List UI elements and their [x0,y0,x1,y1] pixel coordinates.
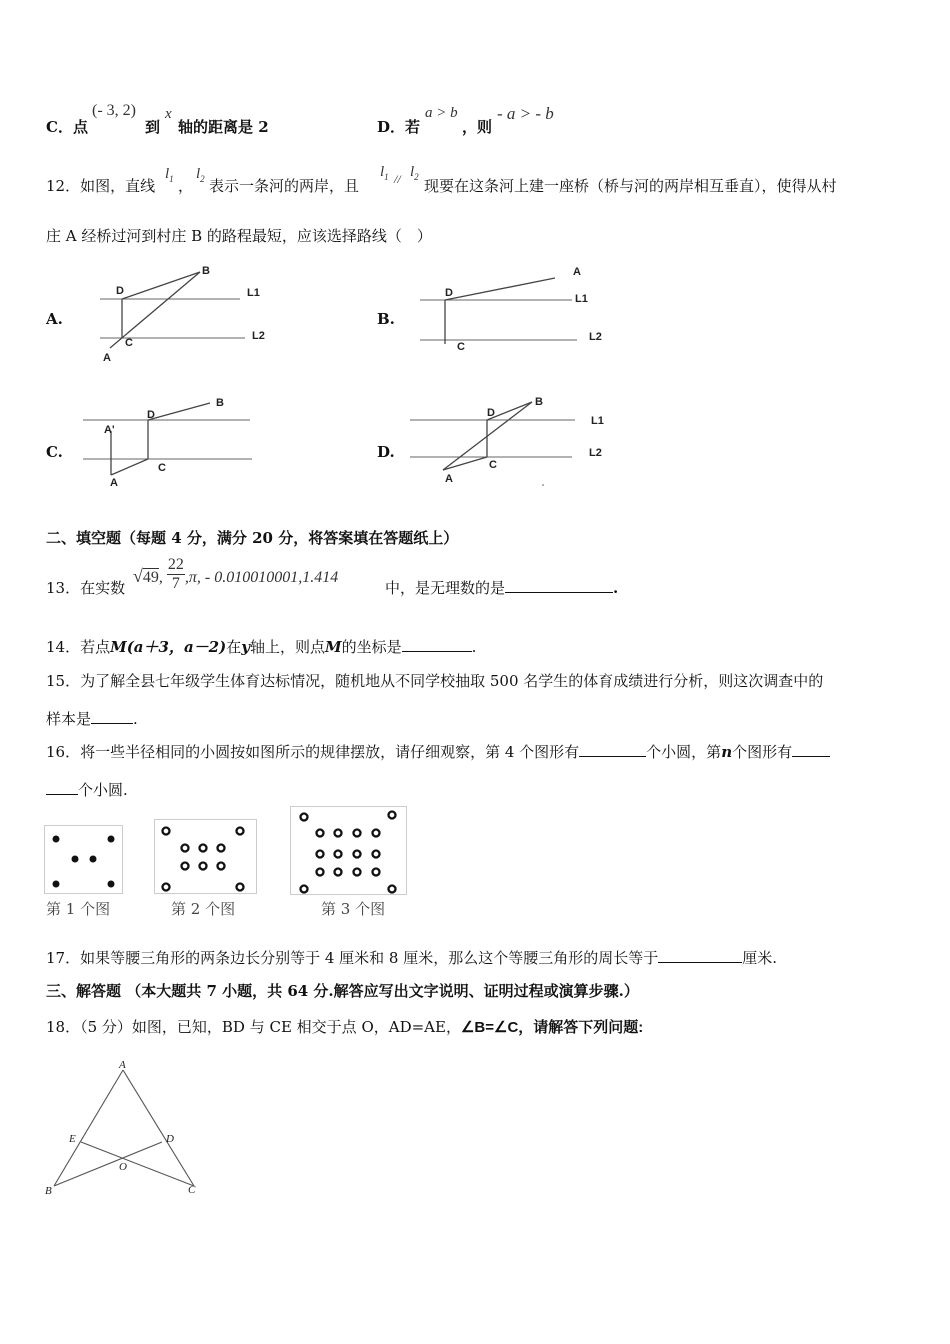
section-2-heading: 二、填空题（每题 4 分，满分 20 分，将答案填在答题纸上） [46,529,459,547]
q13-comma: , [158,569,163,587]
fig-c-label-c: C [158,462,166,474]
q13-sqrt-value: 49 [142,569,159,587]
q11-option-d-label: D．若 [377,118,421,136]
tri-label-c: C [188,1184,196,1196]
fig-c-label-d: D [147,409,155,421]
fig-a-label-l2: L2 [252,330,265,342]
q12-comma: ， [178,177,194,195]
q13-answer-blank[interactable] [505,578,613,593]
q13-prefix: 13．在实数 [46,579,126,597]
q12-mid-text: 表示一条河的两岸，且 [209,177,360,195]
q13-sqrt-symbol: √ [133,566,143,587]
q16-figure-1 [44,825,124,895]
fig-a-label-b: B [202,265,210,277]
q17-line: 17．如果等腰三角形的两条边长分别等于 4 厘米和 8 厘米，那么这个等腰三角形的周长等于 厘米. [46,949,778,967]
fig-c-label-a: A [110,477,118,489]
tri-label-a: A [119,1059,126,1071]
fig-b-label-c: C [457,341,465,353]
q12-parallel-l2: $l_2$ [410,164,419,182]
q16-line1: 16．将一些半径相同的小圆按如图所示的规律摆放，请仔细观察，第 4 个图形有 个小圆，第n个图形有 [46,741,830,762]
fig-d-label-c: C [489,459,497,471]
q11-option-c-label: C．点 [46,118,88,136]
q15-line1: 15．为了解全县七年级学生体育达标情况，随机地从不同学校抽取 500 名学生的体育成绩进行分析，则这次调查中的 [46,672,824,690]
fig-a-label-c: C [125,337,133,349]
fig-c-label-b: B [216,397,224,409]
fig-b-label-d: D [445,287,453,299]
q12-option-c-label: C. [46,443,63,461]
q11-d-condition: a > b [425,105,458,121]
q16-figure-3 [290,806,408,896]
fig-d-label-a: A [445,473,453,485]
q16-answer-blank-2[interactable] [792,742,830,757]
q15-answer-blank[interactable] [91,709,133,724]
q13-remaining-numbers: ,π, - 0.010010001,1.414 [184,569,339,587]
q11-d-then: ，则 [462,118,493,136]
figure-option-c [80,393,270,493]
q13-post: 中，是无理数的是 . [385,579,619,597]
q16-line2: 个小圆. [46,779,128,800]
fig-b-label-l1: L1 [575,293,588,305]
q13-fraction-denominator: 7 [171,575,180,592]
q12-option-d-label: D. [377,443,395,461]
q13-reals [133,556,339,597]
q12-parallel-l1: $l_1$ [380,164,389,182]
q13-fraction [167,556,185,593]
q11-axis-var: x [165,106,172,122]
q11-d-result: - a > - b [497,104,554,123]
fig-a-label-d: D [116,285,124,297]
fig-c-label-aprime: A' [104,424,115,436]
fig-a-label-a: A [103,352,111,364]
q16-caption-2: 第 2 个图 [171,900,236,918]
q15-line2: 样本是 . [46,710,138,728]
q12-l1: $l_1$ [165,166,174,184]
fig-a-label-l1: L1 [247,287,260,299]
q12-l2: $l_2$ [196,166,205,184]
q11-to-text: 到 [145,118,161,136]
triangle-figure [40,1058,210,1198]
fig-d-label-b: B [535,396,543,408]
q16-caption-3: 第 3 个图 [321,900,386,918]
q11-option-c-tail: 轴的距离是 2 [178,118,269,136]
tri-label-b: B [45,1185,52,1197]
q12-option-b-label: B. [377,310,395,328]
figure-option-b [415,262,625,357]
section-3-heading: 三、解答题 （本大题共 7 小题，共 64 分.解答应写出文字说明、证明过程或演算步骤.） [46,982,639,1000]
q18-line: 18．（5 分）如图，已知，BD 与 CE 相交于点 O，AD=AE，∠B=∠C，请解答下列问题: [46,1018,644,1036]
figure-option-d [405,390,625,490]
tri-label-o: O [119,1161,127,1173]
q16-answer-blank-1[interactable] [579,742,646,757]
tri-label-e: E [69,1133,76,1145]
q13-fraction-numerator: 22 [167,556,184,573]
figure-option-a [95,262,285,372]
q16-caption-1: 第 1 个图 [46,900,111,918]
tri-label-d: D [166,1133,174,1145]
q12-option-a-label: A. [46,310,63,328]
q14-answer-blank[interactable] [402,637,472,652]
fig-b-label-l2: L2 [589,331,602,343]
q12-number: 12．如图，直线 [46,177,156,195]
q14-line: 14．若点M(a＋3，a－2)在y轴上，则点M的坐标是 . [46,638,477,656]
fig-d-label-l2: L2 [589,447,602,459]
fig-d-label-l1: L1 [591,415,604,427]
q12-parallel-symbol: // [394,172,401,186]
q12-line2: 庄 A 经桥过河到村庄 B 的路程最短，应该选择路线（ ） [46,227,432,245]
q11-point-coord: (- 3, 2) [92,102,136,119]
fig-b-label-a: A [573,266,581,278]
q12-tail-text: 现要在这条河上建一座桥（桥与河的两岸相互垂直），使得从村 [424,177,837,195]
q16-figure-2 [154,819,258,895]
fig-d-label-d: D [487,407,495,419]
q17-answer-blank[interactable] [658,948,742,963]
